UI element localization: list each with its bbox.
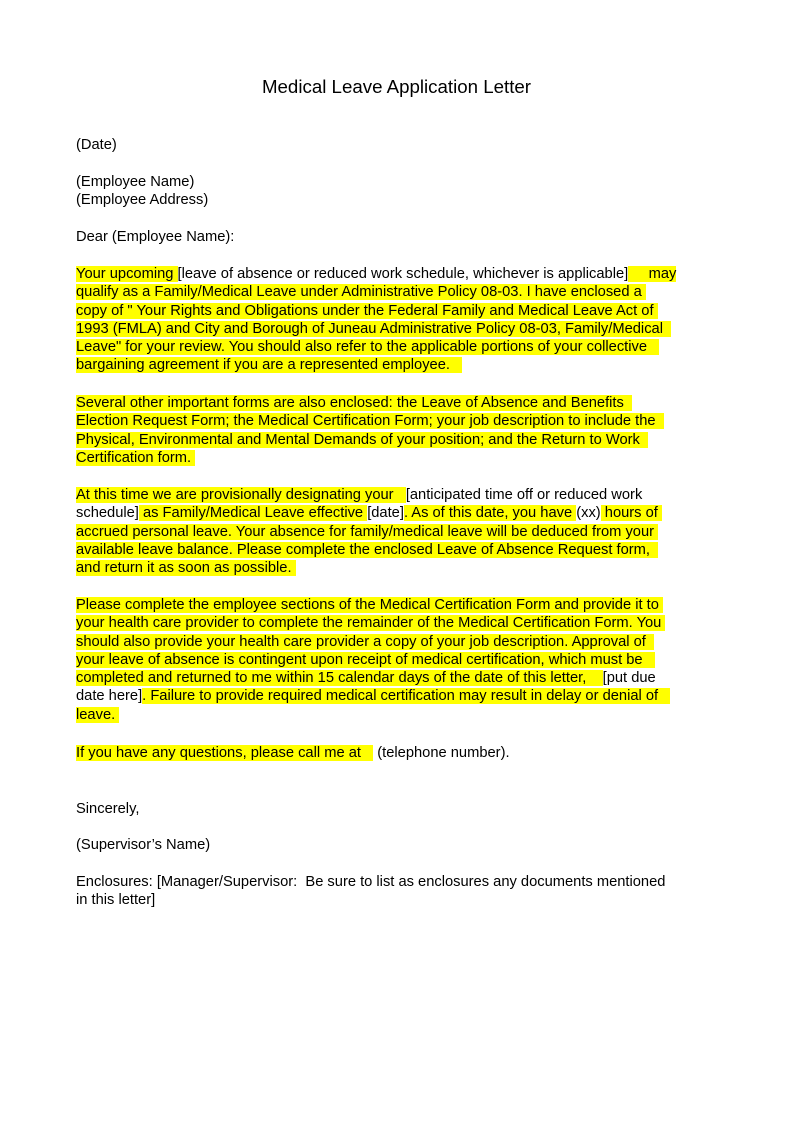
paragraph-1: Your upcoming [leave of absence or reduced work schedule, whichever is applicable] may qualify as a Family/Medical Leave under Administrative Policy 08-03. I have enclosed a copy of " Your Rights and Obligations under the Federal Family and Medical Leave Act of 1993 (FMLA) and City and Borough of Juneau Administrative Policy 08-03, Family/Medical Leave" for your review. You should also refer to the applicable portions of your collective bargaining agreement if you are a represented employee. xyxy=(76,266,677,374)
employee-block xyxy=(76,173,716,210)
paragraph-5: If you have any questions, please call me at (telephone number). xyxy=(76,745,510,761)
supervisor-name: (Supervisor’s Name) xyxy=(76,837,211,853)
employee-address: (Employee Address) xyxy=(76,192,209,209)
page-title: Medical Leave Application Letter xyxy=(261,76,532,97)
paragraph-2: Several other important forms are also enclosed: the Leave of Absence and Benefits Election Request Form; the Medical Certification Form; your job description to include the Physical, Environmental and Mental Demands of your position; and the Return to Work Certification form. xyxy=(76,395,664,466)
paragraph-4: Please complete the employee sections of the Medical Certification Form and provide it to your health care provider to complete the remainder of the Medical Certification Form. You should also provide your health care provider a copy of your job description. Approval of your leave of absence is contingent upon receipt of medical certification, which must be completed and returned to me within 15 calendar days of the date of this letter, [put due date here]. Failure to provide required medical certification may result in delay or denial of leave. xyxy=(76,597,671,723)
paragraph-3: At this time we are provisionally designating your [anticipated time off or reduced work schedule] as Family/Medical Leave effective [date]. As of this date, you have (xx) hours of accrued personal leave. Your absence for family/medical leave will be deduced from your available leave balance. Please complete the enclosed Leave of Absence Request form, and return it as soon as possible. xyxy=(76,487,662,577)
employee-name: (Employee Name) xyxy=(76,174,195,190)
salutation: Dear (Employee Name): xyxy=(76,229,235,245)
date-line: (Date) xyxy=(76,137,117,153)
enclosures: Enclosures: [Manager/Supervisor: Be sure to list as enclosures any documents mentioned in this letter] xyxy=(76,874,666,909)
closing: Sincerely, xyxy=(76,801,140,817)
